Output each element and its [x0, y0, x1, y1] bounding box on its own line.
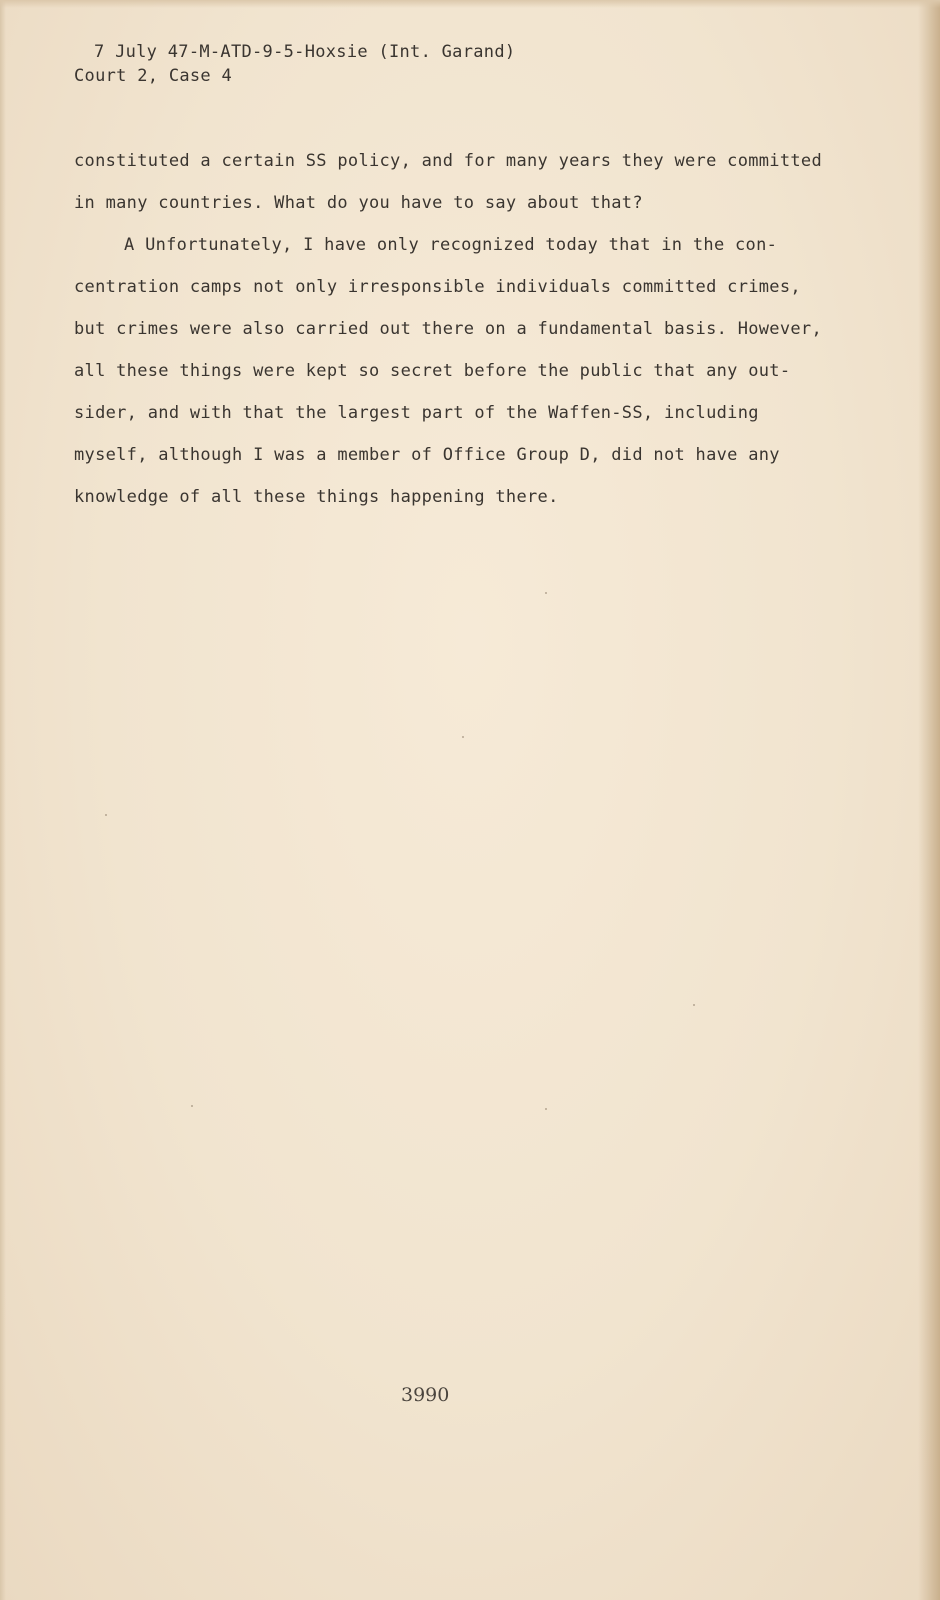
answer-line: A Unfortunately, I have only recognized today that in the con- — [124, 235, 778, 255]
paper-speck — [693, 1004, 695, 1006]
body-line: in many countries. What do you have to say about that? — [74, 193, 643, 213]
paper-edge-top — [0, 0, 940, 8]
header-court-line: Court 2, Case 4 — [74, 66, 233, 86]
paper-speck — [105, 814, 107, 816]
body-line: centration camps not only irresponsible individuals committed crimes, — [74, 277, 801, 297]
body-line: all these things were kept so secret before the public that any out- — [74, 361, 791, 381]
body-line: but crimes were also carried out there on a fundamental basis. However, — [74, 319, 822, 339]
body-line: constituted a certain SS policy, and for many years they were committed — [74, 151, 822, 171]
transcript-body — [74, 140, 854, 518]
paper-speck — [545, 1108, 547, 1110]
body-line: myself, although I was a member of Office Group D, did not have any — [74, 445, 780, 465]
body-line: knowledge of all these things happening there. — [74, 487, 559, 507]
paper-edge-left — [0, 0, 6, 1600]
paper-speck — [462, 736, 464, 738]
paper-speck — [545, 592, 547, 594]
body-line: sider, and with that the largest part of the Waffen-SS, including — [74, 403, 759, 423]
paper-edge-right — [918, 0, 940, 1600]
page-number: 3990 — [401, 1384, 450, 1406]
paper-speck — [191, 1105, 193, 1107]
header-session-line: 7 July 47-M-ATD-9-5-Hoxsie (Int. Garand) — [94, 42, 516, 62]
